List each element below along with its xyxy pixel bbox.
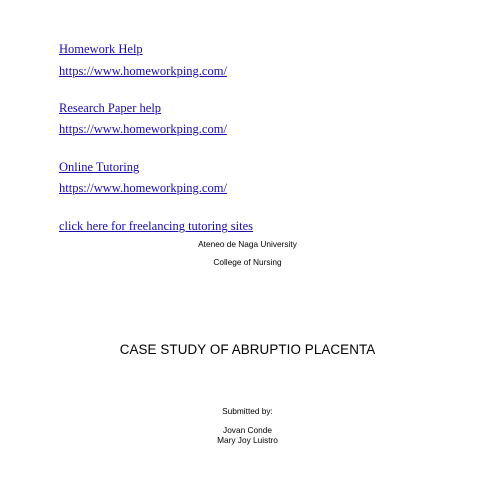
research-paper-url-link[interactable]: https://www.homeworkping.com/ <box>59 122 227 136</box>
homework-help-url-link[interactable]: https://www.homeworkping.com/ <box>59 64 227 78</box>
author-name: Mary Joy Luistro <box>217 435 278 445</box>
university-name: Ateneo de Naga University <box>198 239 297 249</box>
college-name: College of Nursing <box>213 257 282 267</box>
online-tutoring-url-link[interactable]: https://www.homeworkping.com/ <box>59 181 227 195</box>
submitted-by-label: Submitted by: <box>222 406 273 416</box>
freelancing-tutoring-link[interactable]: click here for freelancing tutoring sites <box>59 219 254 233</box>
homework-help-link[interactable]: Homework Help <box>59 42 143 56</box>
document-title: CASE STUDY OF ABRUPTIO PLACENTA <box>119 342 376 357</box>
online-tutoring-link[interactable]: Online Tutoring <box>59 160 140 174</box>
author-name: Jovan Conde <box>223 425 272 435</box>
research-paper-help-link[interactable]: Research Paper help <box>59 101 162 115</box>
